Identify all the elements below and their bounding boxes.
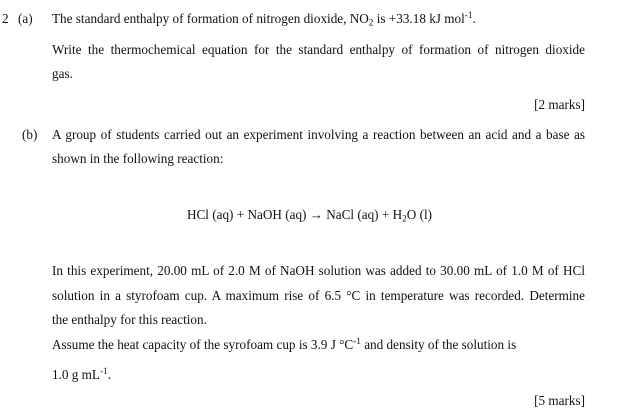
part-b-marks: [5 marks] <box>534 393 585 408</box>
h2o-subscript: 2 <box>402 213 407 224</box>
part-a-instruction-end: gas. <box>52 66 73 81</box>
mol-superscript: -1 <box>464 9 473 20</box>
part-b-intro-line: A group of students carried out an experiment involving a reaction between an acid and a base as <box>52 127 585 142</box>
heat-capacity-superscript: -1 <box>353 335 361 346</box>
part-a-statement <box>52 10 476 28</box>
density-text: 1.0 g mL <box>52 367 100 382</box>
experiment-line-3: the enthalpy for this reaction. <box>52 312 207 327</box>
reaction-equation-text: HCl (aq) + NaOH (aq) → NaCl (aq) + H <box>186 207 403 222</box>
no2-subscript: 2 <box>368 17 374 28</box>
part-b-intro-end: shown in the following reaction: <box>52 151 224 166</box>
question-number: 2 <box>2 11 9 26</box>
experiment-line-1: In this experiment, 20.00 mL of 2.0 M of NaOH solution was added to 30.00 mL of 1.0 M of HCl <box>52 263 585 278</box>
part-b-label: (b) <box>22 127 38 142</box>
part-a-marks: [2 marks] <box>534 97 585 112</box>
part-a-statement-end: . <box>472 11 476 26</box>
assumption-line-1 <box>52 336 516 354</box>
assumption-text-end: and density of the solution is <box>360 337 517 352</box>
reaction-equation-end: O (l) <box>406 207 433 222</box>
part-a-statement-text: The standard enthalpy of formation of nitrogen dioxide, NO <box>52 11 369 26</box>
density-text-end: . <box>107 367 111 382</box>
experiment-line-2: solution in a styrofoam cup. A maximum rise of 6.5 °C in temperature was recorded. Determine <box>52 288 585 303</box>
part-a-instruction-line: Write the thermochemical equation for the standard enthalpy of formation of nitrogen dioxide <box>52 42 585 57</box>
reaction-equation <box>0 206 619 224</box>
assumption-line-2 <box>52 366 111 384</box>
part-a-statement-value: is +33.18 kJ mol <box>373 11 465 26</box>
density-superscript: -1 <box>100 365 108 376</box>
part-a-label: (a) <box>18 11 33 26</box>
assumption-text: Assume the heat capacity of the syrofoam cup is 3.9 J °C <box>52 337 354 352</box>
